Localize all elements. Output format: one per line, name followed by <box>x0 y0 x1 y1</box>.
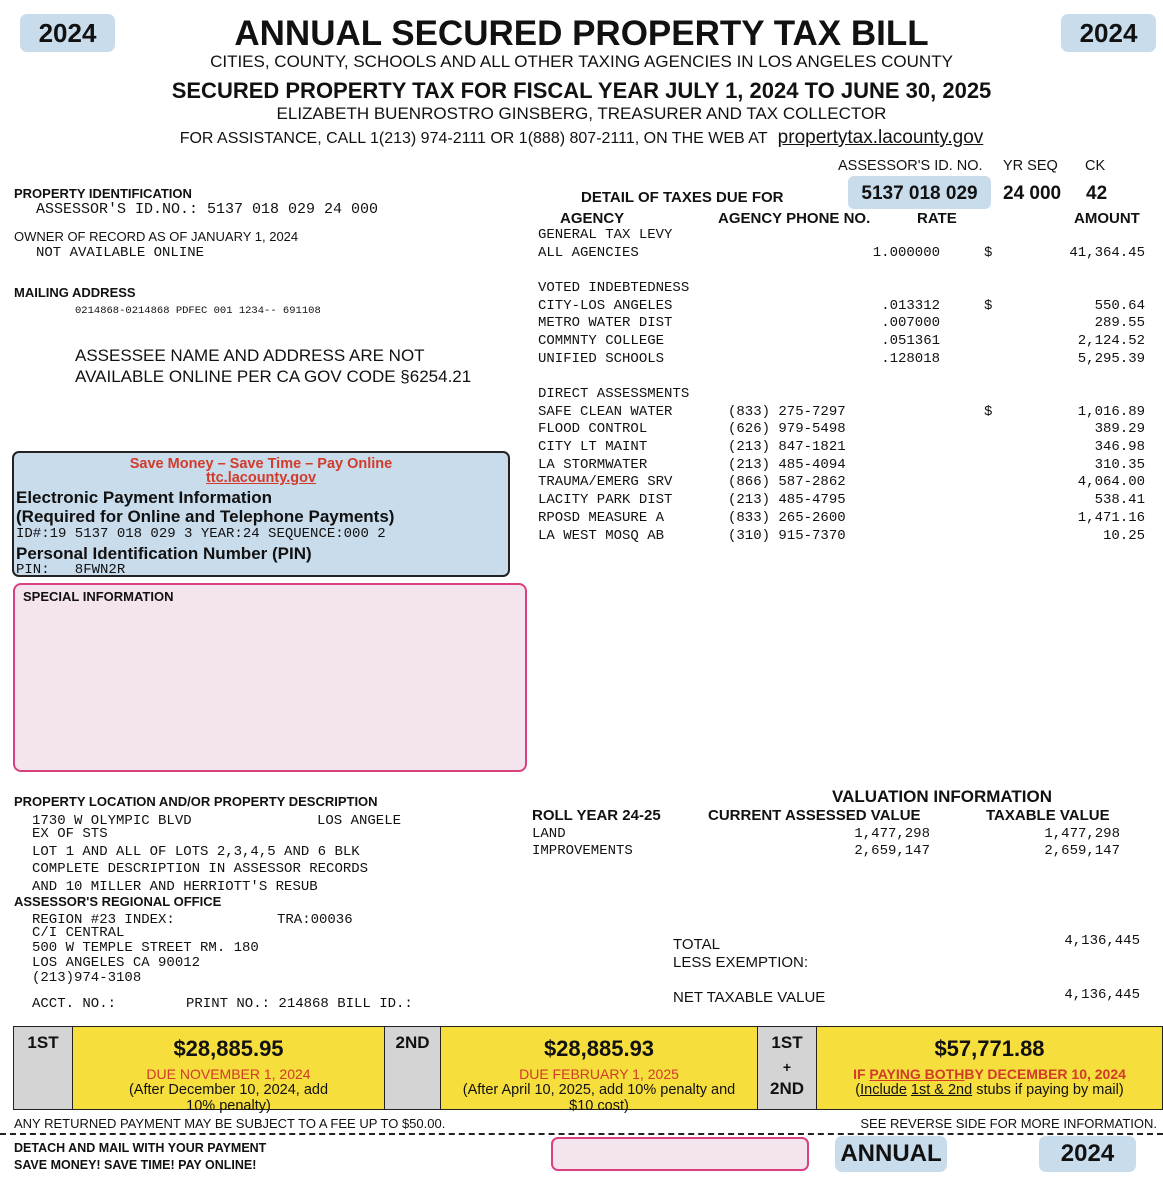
agency-phone: (626) 979-5498 <box>728 421 846 438</box>
roll-year-label: ROLL YEAR 24-25 <box>532 807 661 824</box>
tax-rate: 1.000000 <box>872 244 940 261</box>
valuation-row <box>532 826 1120 843</box>
location-line: LOT 1 AND ALL OF LOTS 2,3,4,5 AND 6 BLK <box>32 843 360 860</box>
agency-name: ALL AGENCIES <box>538 244 639 261</box>
electronic-payment-box <box>12 451 510 577</box>
treasurer-line: ELIZABETH BUENROSTRO GINSBERG, TREASURER AND TAX COLLECTOR <box>276 104 887 123</box>
both-label-plus: + <box>782 1059 792 1075</box>
regional-office-heading: ASSESSOR'S REGIONAL OFFICE <box>14 894 222 909</box>
bill-subtitle: CITIES, COUNTY, SCHOOLS AND ALL OTHER TAXING AGENCIES IN LOS ANGELES COUNTY <box>210 52 953 71</box>
tax-row <box>538 404 1145 422</box>
tra-code: TRA:00036 <box>277 912 353 928</box>
second-installment-due: DUE FEBRUARY 1, 2025 <box>519 1066 679 1082</box>
tax-amount: 5,295.39 <box>1077 350 1145 367</box>
first-installment-label: 1ST <box>27 1033 59 1052</box>
tax-amount: 41,364.45 <box>1069 244 1145 261</box>
tax-row <box>538 528 1145 546</box>
payment-amount-input[interactable] <box>551 1137 809 1171</box>
pin-line: PIN: 8FWN2R <box>16 562 126 578</box>
agency-name: FLOOD CONTROL <box>538 421 648 438</box>
ck-label: CK <box>1085 158 1106 174</box>
pay-online-promo: Save Money – Save Time – Pay Online <box>129 456 393 472</box>
website-link[interactable]: propertytax.lacounty.gov <box>777 127 984 148</box>
direct-assessments-heading: DIRECT ASSESSMENTS <box>538 386 690 402</box>
second-installment-tab <box>384 1026 441 1110</box>
second-installment-label: 2ND <box>395 1033 430 1052</box>
regional-office-address <box>32 926 259 986</box>
both-due-suffix: BY DECEMBER 10, 2024 <box>964 1066 1126 1082</box>
detail-of-taxes-label: DETAIL OF TAXES DUE FOR <box>581 189 784 206</box>
valuation-label: LAND <box>532 826 566 842</box>
special-information-box <box>13 583 527 772</box>
tax-amount: 1,471.16 <box>1077 509 1145 526</box>
property-location-heading: PROPERTY LOCATION AND/OR PROPERTY DESCRIPTION <box>14 794 378 809</box>
both-due-underlined: PAYING BOTH <box>869 1066 965 1082</box>
tax-amount: 310.35 <box>1094 456 1145 473</box>
reverse-side-notice: SEE REVERSE SIDE FOR MORE INFORMATION. <box>860 1116 1157 1131</box>
tax-rate: .007000 <box>881 315 940 332</box>
tax-amount: 550.64 <box>1094 297 1145 314</box>
both-note-stubs: 1st & 2nd <box>910 1082 973 1098</box>
tax-amount: 538.41 <box>1094 492 1145 509</box>
general-levy-heading: GENERAL TAX LEVY <box>538 227 673 243</box>
agency-name: RPOSD MEASURE A <box>538 509 665 526</box>
tax-amount: 10.25 <box>1102 527 1145 544</box>
second-installment-stub[interactable] <box>440 1026 758 1114</box>
valuation-taxable: 1,477,298 <box>1044 826 1120 842</box>
region-index: REGION #23 INDEX: <box>32 912 175 928</box>
tax-row <box>538 351 1145 369</box>
assessor-id-label: ASSESSOR'S ID. NO. <box>838 158 983 174</box>
year-badge-right: 2024 <box>1061 14 1156 52</box>
assessor-id-value: 5137 018 029 <box>861 183 978 204</box>
detach-instruction: DETACH AND MAIL WITH YOUR PAYMENT <box>14 1141 267 1155</box>
yr-seq-label: YR SEQ <box>1003 158 1058 174</box>
tax-amount: 389.29 <box>1094 421 1145 438</box>
both-installments-note <box>817 1082 1162 1098</box>
valuation-current: 1,477,298 <box>854 826 930 842</box>
year-badge-left: 2024 <box>20 14 115 52</box>
owner-of-record-heading: OWNER OF RECORD AS OF JANUARY 1, 2024 <box>14 229 299 244</box>
assistance-line <box>0 127 1163 150</box>
agency-name: COMMNTY COLLEGE <box>538 333 665 350</box>
pay-online-link[interactable]: ttc.lacounty.gov <box>205 470 317 486</box>
agency-phone: (213) 847-1821 <box>728 439 846 456</box>
regional-address-line: C/I CENTRAL <box>32 925 125 941</box>
agency-name: CITY-LOS ANGELES <box>538 297 673 314</box>
tax-row <box>538 439 1145 457</box>
both-due-prefix: IF <box>853 1066 866 1082</box>
tax-row <box>538 474 1145 492</box>
first-installment-due: DUE NOVEMBER 1, 2024 <box>146 1066 311 1082</box>
second-installment-note: (After April 10, 2025, add 10% penalty and $10 cost) <box>462 1082 736 1114</box>
second-installment-amount: $28,885.93 <box>543 1036 655 1061</box>
taxable-value-header: TAXABLE VALUE <box>986 807 1110 824</box>
location-line1-right: LOS ANGELE <box>317 813 402 829</box>
dollar-sign: $ <box>984 403 993 420</box>
col-rate-header: RATE <box>917 210 957 227</box>
owner-of-record-value: NOT AVAILABLE ONLINE <box>36 245 205 261</box>
pin-title: Personal Identification Number (PIN) <box>16 544 312 563</box>
agency-name: LA STORMWATER <box>538 456 648 473</box>
agency-name: METRO WATER DIST <box>538 315 673 332</box>
tax-row <box>538 421 1145 439</box>
tax-row <box>538 457 1145 475</box>
less-exemption-label: LESS EXEMPTION: <box>673 954 809 971</box>
both-label-bottom: 2ND <box>769 1079 804 1098</box>
location-description <box>32 826 368 897</box>
assessor-id-line: ASSESSOR'S ID.NO.: 5137 018 029 24 000 <box>36 201 379 218</box>
current-assessed-header: CURRENT ASSESSED VALUE <box>708 807 921 824</box>
tax-amount: 289.55 <box>1094 315 1145 332</box>
first-installment-amount: $28,885.95 <box>173 1036 284 1061</box>
print-no-label: PRINT NO.: 214868 BILL ID.: <box>186 996 413 1012</box>
tax-amount: 4,064.00 <box>1077 474 1145 491</box>
annual-badge: ANNUAL <box>835 1136 947 1172</box>
valuation-row <box>532 843 1120 860</box>
regional-address-line: LOS ANGELES CA 90012 <box>32 955 201 971</box>
tax-row <box>538 333 1145 351</box>
tax-detail-table <box>538 227 1145 547</box>
tax-rate: .128018 <box>881 350 940 367</box>
assessee-notice-line1: ASSESSEE NAME AND ADDRESS ARE NOT <box>75 346 425 365</box>
total-label: TOTAL <box>673 936 720 953</box>
both-installments-amount: $57,771.88 <box>934 1036 1045 1061</box>
agency-name: CITY LT MAINT <box>538 439 648 456</box>
save-money-slogan: SAVE MONEY! SAVE TIME! PAY ONLINE! <box>14 1158 257 1172</box>
agency-phone: (833) 265-2600 <box>728 509 846 526</box>
tax-amount: 346.98 <box>1094 439 1145 456</box>
net-taxable-value: 4,136,445 <box>1064 987 1140 1003</box>
assessee-notice-line2: AVAILABLE ONLINE PER CA GOV CODE §6254.21 <box>75 367 472 386</box>
detach-line <box>0 1133 1163 1135</box>
tax-amount: 1,016.89 <box>1077 403 1145 420</box>
agency-name: TRAUMA/EMERG SRV <box>538 474 673 491</box>
agency-phone: (213) 485-4795 <box>728 492 846 509</box>
valuation-current: 2,659,147 <box>854 843 930 859</box>
both-installments-due <box>817 1066 1162 1082</box>
property-identification-heading: PROPERTY IDENTIFICATION <box>14 186 192 201</box>
first-installment-stub[interactable] <box>72 1026 385 1114</box>
mailing-code-line: 0214868-0214868 PDFEC 001 1234-- 691108 <box>75 305 321 317</box>
agency-phone: (833) 275-7297 <box>728 403 846 420</box>
tax-row <box>538 298 1145 316</box>
special-information-heading: SPECIAL INFORMATION <box>23 589 174 604</box>
agency-name: UNIFIED SCHOOLS <box>538 350 665 367</box>
location-line: EX OF STS <box>32 826 108 842</box>
tax-row <box>538 492 1145 510</box>
fiscal-year-line: SECURED PROPERTY TAX FOR FISCAL YEAR JULY 1, 2024 TO JUNE 30, 2025 <box>171 78 992 103</box>
location-line: COMPLETE DESCRIPTION IN ASSESSOR RECORDS <box>32 861 369 878</box>
acct-no-label: ACCT. NO.: <box>32 996 117 1012</box>
both-note-open: ( <box>855 1082 861 1098</box>
mailing-address-heading: MAILING ADDRESS <box>14 285 136 300</box>
first-installment-note: (After December 10, 2024, add 10% penalty) <box>128 1082 329 1114</box>
returned-payment-notice: ANY RETURNED PAYMENT MAY BE SUBJECT TO A FEE UP TO $50.00. <box>14 1116 446 1131</box>
agency-phone: (866) 587-2862 <box>728 474 846 491</box>
valuation-label: IMPROVEMENTS <box>532 843 633 859</box>
agency-name: LA WEST MOSQ AB <box>538 527 665 544</box>
tax-row <box>538 510 1145 528</box>
assistance-text: FOR ASSISTANCE, CALL 1(213) 974-2111 OR 1(888) 807-2111, ON THE WEB AT <box>179 130 768 147</box>
yr-seq-value: 24 000 <box>1003 183 1062 204</box>
tax-rate: .013312 <box>881 297 940 314</box>
tax-amount: 2,124.52 <box>1077 333 1145 350</box>
agency-phone: (213) 485-4094 <box>728 456 846 473</box>
agency-name: LACITY PARK DIST <box>538 492 673 509</box>
tax-row <box>538 315 1145 333</box>
voted-indebtedness-heading: VOTED INDEBTEDNESS <box>538 280 690 296</box>
location-line1-left: 1730 W OLYMPIC BLVD <box>32 813 192 829</box>
footer-year-badge: 2024 <box>1039 1136 1136 1172</box>
first-installment-tab <box>13 1026 73 1110</box>
tax-row <box>538 245 1145 263</box>
dollar-sign: $ <box>984 297 993 314</box>
col-agency-header: AGENCY <box>560 210 625 227</box>
tax-rate: .051361 <box>881 333 940 350</box>
both-installments-tab <box>757 1026 817 1110</box>
both-note-end: stubs if paying by mail) <box>972 1082 1124 1098</box>
regional-address-line: 500 W TEMPLE STREET RM. 180 <box>32 940 259 956</box>
ck-value: 42 <box>1086 183 1108 204</box>
agency-name: SAFE CLEAN WATER <box>538 403 673 420</box>
both-label-top: 1ST <box>771 1033 803 1052</box>
location-line: AND 10 MILLER AND HERRIOTT'S RESUB <box>32 879 318 896</box>
net-taxable-label: NET TAXABLE VALUE <box>673 989 826 1006</box>
both-installments-stub[interactable] <box>816 1026 1163 1110</box>
epay-subtitle: (Required for Online and Telephone Payments) <box>16 507 395 526</box>
col-phone-header: AGENCY PHONE NO. <box>718 210 871 227</box>
valuation-taxable: 2,659,147 <box>1044 843 1120 859</box>
epay-title: Electronic Payment Information <box>16 488 272 507</box>
both-note-include: Include <box>860 1082 907 1098</box>
dollar-sign: $ <box>984 244 993 261</box>
col-amount-header: AMOUNT <box>1074 210 1140 227</box>
total-value: 4,136,445 <box>1064 933 1140 949</box>
epay-id-line: ID#:19 5137 018 029 3 YEAR:24 SEQUENCE:000 2 <box>16 526 386 542</box>
bill-title: ANNUAL SECURED PROPERTY TAX BILL <box>234 14 929 53</box>
regional-address-line: (213)974-3108 <box>32 970 142 986</box>
agency-phone: (310) 915-7370 <box>728 527 846 544</box>
valuation-heading: VALUATION INFORMATION <box>832 787 1053 806</box>
